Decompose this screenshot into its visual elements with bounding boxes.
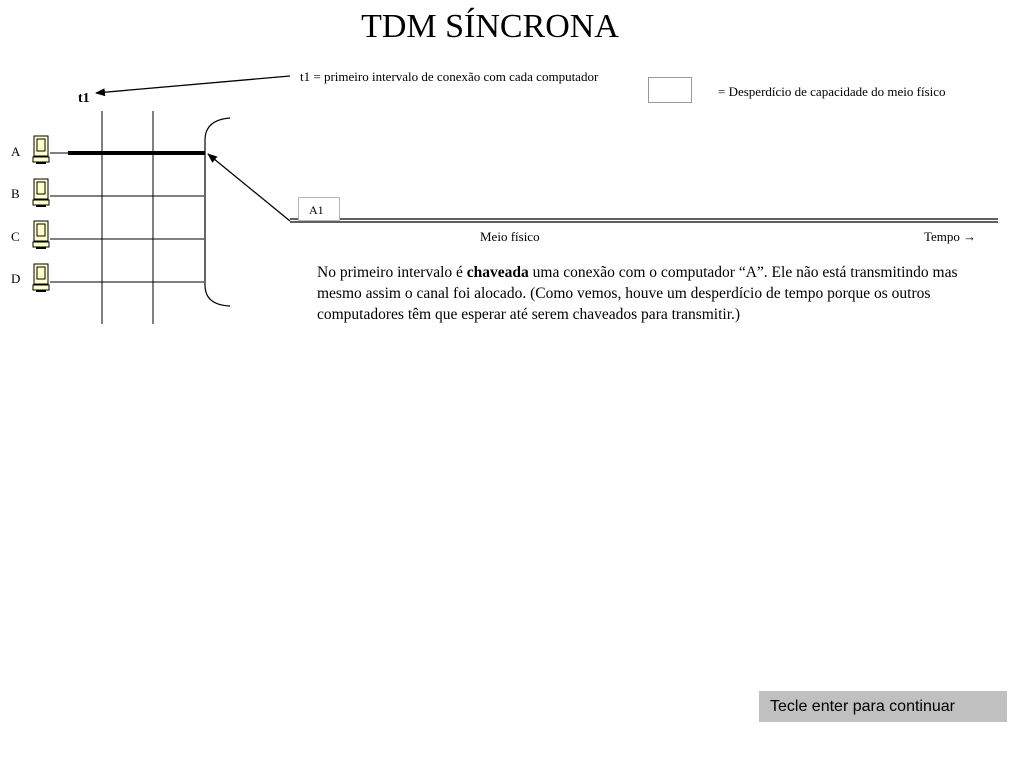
computer-icon [33,221,49,249]
t1-label: t1 [78,91,90,106]
description-text [317,262,977,325]
multiplexer-bracket [205,118,230,306]
physical-medium-label: Meio físico [480,229,540,244]
computer-label-d: D [11,271,21,286]
time-axis-label [924,229,976,245]
waste-legend-label: = Desperdício de capacidade do meio físico [718,84,946,99]
description-before: No primeiro intervalo é [317,264,467,281]
t1-annotation: t1 = primeiro intervalo de conexão com cada computador [300,69,599,84]
time-slot-a1: A1 [298,197,340,221]
computer-label-b: B [11,186,20,201]
computer-icon [33,264,49,292]
arrow-right-icon: → [963,229,977,244]
computer-label-a: A [11,144,21,159]
continue-button[interactable]: Tecle enter para continuar [759,691,1007,722]
time-label-text: Tempo [924,229,960,244]
computer-icon [33,179,49,207]
page-title: TDM SÍNCRONA [361,8,619,45]
t1-arrow [96,76,290,93]
computer-label-c: C [11,229,20,244]
multiplexer-arrow [208,154,290,221]
description-bold-term: chaveada [466,264,529,281]
computer-icon [33,136,49,164]
description-after: uma conexão com o computador “A”. Ele não está transmitindo mas mesmo assim o canal foi alocado. (Como vemos, houve um desperdício de tempo porque os outros computadores têm que esperar até serem chaveados para transmitir.) [317,264,958,323]
